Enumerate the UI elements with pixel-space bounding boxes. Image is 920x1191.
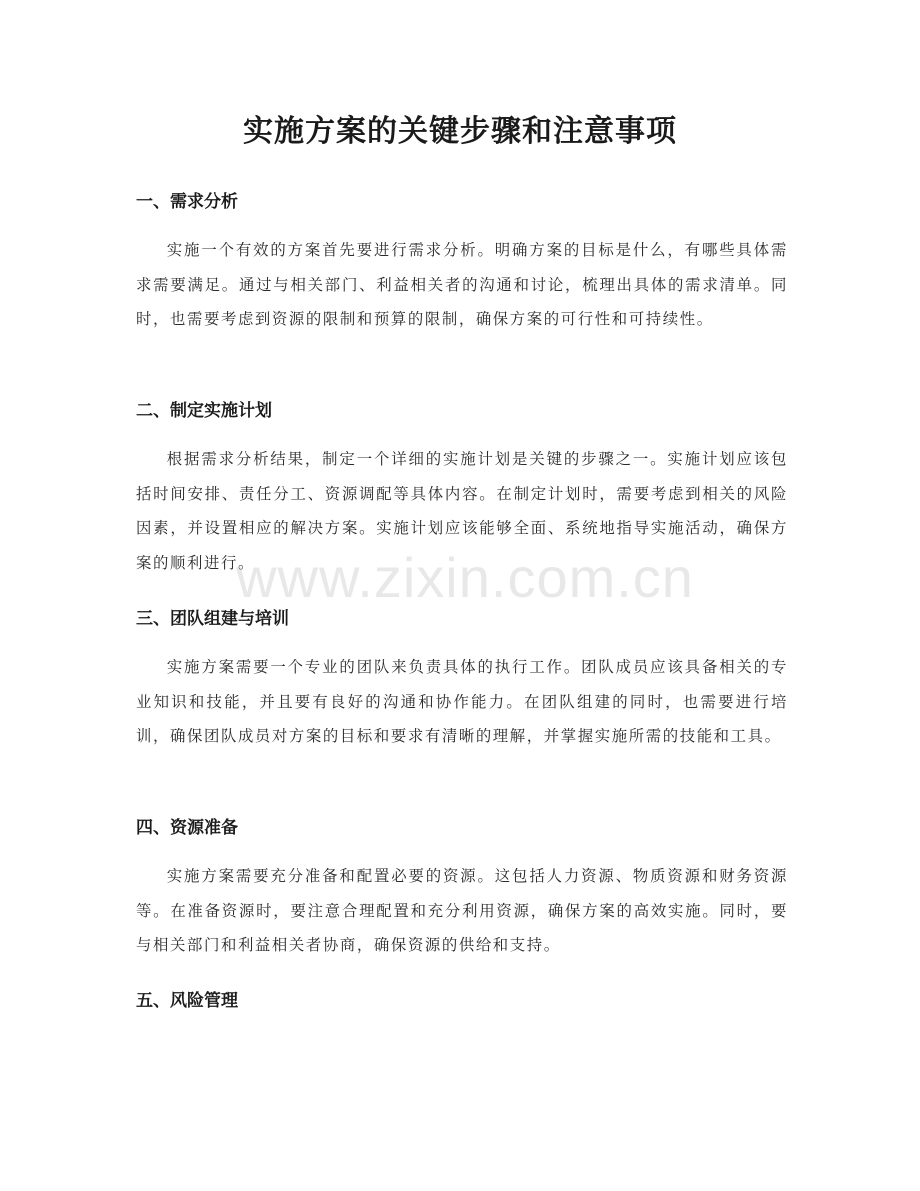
section-heading-5: 五、风险管理 — [136, 991, 238, 1011]
section-body-4: 实施方案需要充分准备和配置必要的资源。这包括人力资源、物质资源和财务资源等。在准备资源时，要注意合理配置和充分利用资源，确保方案的高效实施。同时，要与相关部门和利益相关者协商，确保资源的供给和支持。 — [136, 867, 788, 954]
section-heading-2: 二、制定实施计划 — [136, 401, 272, 421]
watermark: www.zixin.com.cn — [236, 546, 694, 609]
section-heading-4: 四、资源准备 — [136, 818, 238, 838]
section-body-2: 根据需求分析结果，制定一个详细的实施计划是关键的步骤之一。实施计划应该包括时间安排、责任分工、资源调配等具体内容。在制定计划时，需要考虑到相关的风险因素，并设置相应的解决方案。实施计划应该能够全面、系统地指导实施活动，确保方案的顺利进行。 — [136, 450, 788, 572]
section-heading-1: 一、需求分析 — [136, 192, 238, 212]
section-body-1: 实施一个有效的方案首先要进行需求分析。明确方案的目标是什么，有哪些具体需求需要满足。通过与相关部门、利益相关者的沟通和讨论，梳理出具体的需求清单。同时，也需要考虑到资源的限制和预算的限制，确保方案的可行性和可持续性。 — [136, 241, 788, 328]
section-heading-3: 三、团队组建与培训 — [136, 609, 289, 629]
section-body-3: 实施方案需要一个专业的团队来负责具体的执行工作。团队成员应该具备相关的专业知识和技能，并且要有良好的沟通和协作能力。在团队组建的同时，也需要进行培训，确保团队成员对方案的目标和要求有清晰的理解，并掌握实施所需的技能和工具。 — [136, 658, 788, 745]
page-title: 实施方案的关键步骤和注意事项 — [243, 114, 677, 149]
